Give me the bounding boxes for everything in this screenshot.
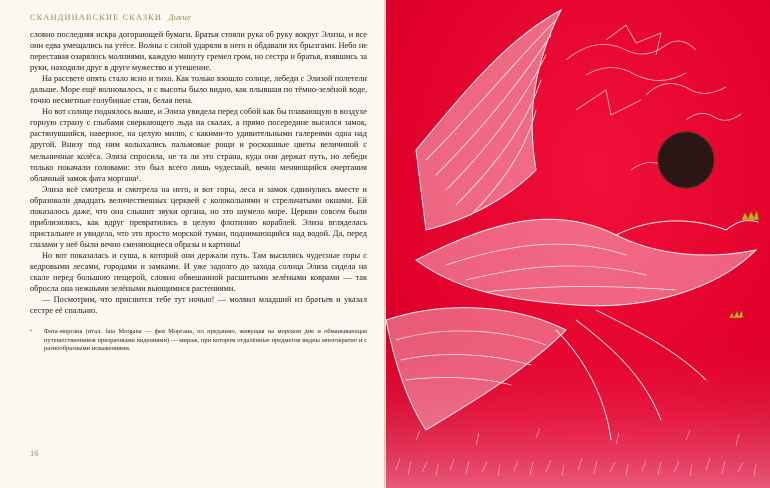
footnote-text: Фата-моргана (итал. fata Morgana — фея Моргана, по преданию, живущая на морском дне и обманывающая путешественников призрачными видениями) — мираж, при котором отдалённые предметов видны многократно и с разнообразными искажениями. <box>44 328 367 353</box>
illustration-page <box>386 0 770 488</box>
paragraph: На рассвете опять стало ясно и тихо. Как только взошло солнце, лебеди с Элизой полетели дальше. Море ещё волновалось, и с высоты было видно, как плывшая по тёмно-зелёной воде, точно несметные голубиные стаи, белая пена. <box>30 74 367 106</box>
left-page <box>0 0 384 488</box>
page-number: 16 <box>30 448 39 458</box>
paragraph: словно последняя искра догорающей бумаги. Братья стояли рука об руку вокруг Элизы, и все они едва умещались на утёсе. Волны с силой ударяли в него и обдавали их брызгами. Небо не переставая озарялось молниями, каждую минуту гремел гром, но сестра и братья, взявшись за руки, находили друг в друге мужество и утешение. <box>30 30 367 73</box>
paragraph: Но вот показалась и суша, к которой они держали путь. Там высились чудесные горы с кедровыми лесами, городами и замками. И уже задолго до захода солнца Элиза сидела на скале перед большою пещерой, словно обвешанной расшитыми зелёными коврами — так обросла она нежными зелёными вьющимися растениями. <box>30 250 367 294</box>
paragraph: Но вот солнце поднялось выше, и Элиза увидела перед собой как бы плавающую в воздухе горную страну с глыбами сверкающего льда на скалах, а прямо посередине высился замок, растянувшийся, наверное, на целую милю, с какими-то удивительными галереями одна над другой. Внизу под ним колыхались пальмовые рощи и роскошные цветы величиной с мельничные колёса. Элиза спросила, не та ли это страна, куда они держат путь, но лебеди только покачали головами: это был всего лишь чудесный, вечно меняющийся очертания облачный замок фата моргана¹. <box>30 107 367 183</box>
swan-illustration <box>386 0 770 488</box>
footnote-mark: ¹ <box>30 328 32 336</box>
paragraph: — Посмотрим, что приснится тебе тут ночью! — молвил младший из братьев и указал сестре её спальню. <box>30 295 367 316</box>
body-text <box>30 29 367 316</box>
paragraph: Элиза всё смотрела и смотрела на него, и вот горы, леса и замок сдвинулись вместе и образовали двадцать величественных церквей с колокольнями и стрельчатыми окнами. Ей показалось даже, что она слышит звуки органа, но это шумело море. Церкви совсем были приблизились, как вдруг превратились в целую флотилию кораблей. Элиза вгляделась пристальнее и увидела, что это просто морской туман, поднимающийся над водой. Да, перед глазами у неё были вечно сменяющиеся образы и картины! <box>30 184 367 249</box>
chapter-title: Дикие <box>168 13 192 22</box>
running-head <box>30 13 367 22</box>
footnote <box>30 328 367 353</box>
book-title: СКАНДИНАВСКИЕ СКАЗКИ <box>30 13 162 22</box>
